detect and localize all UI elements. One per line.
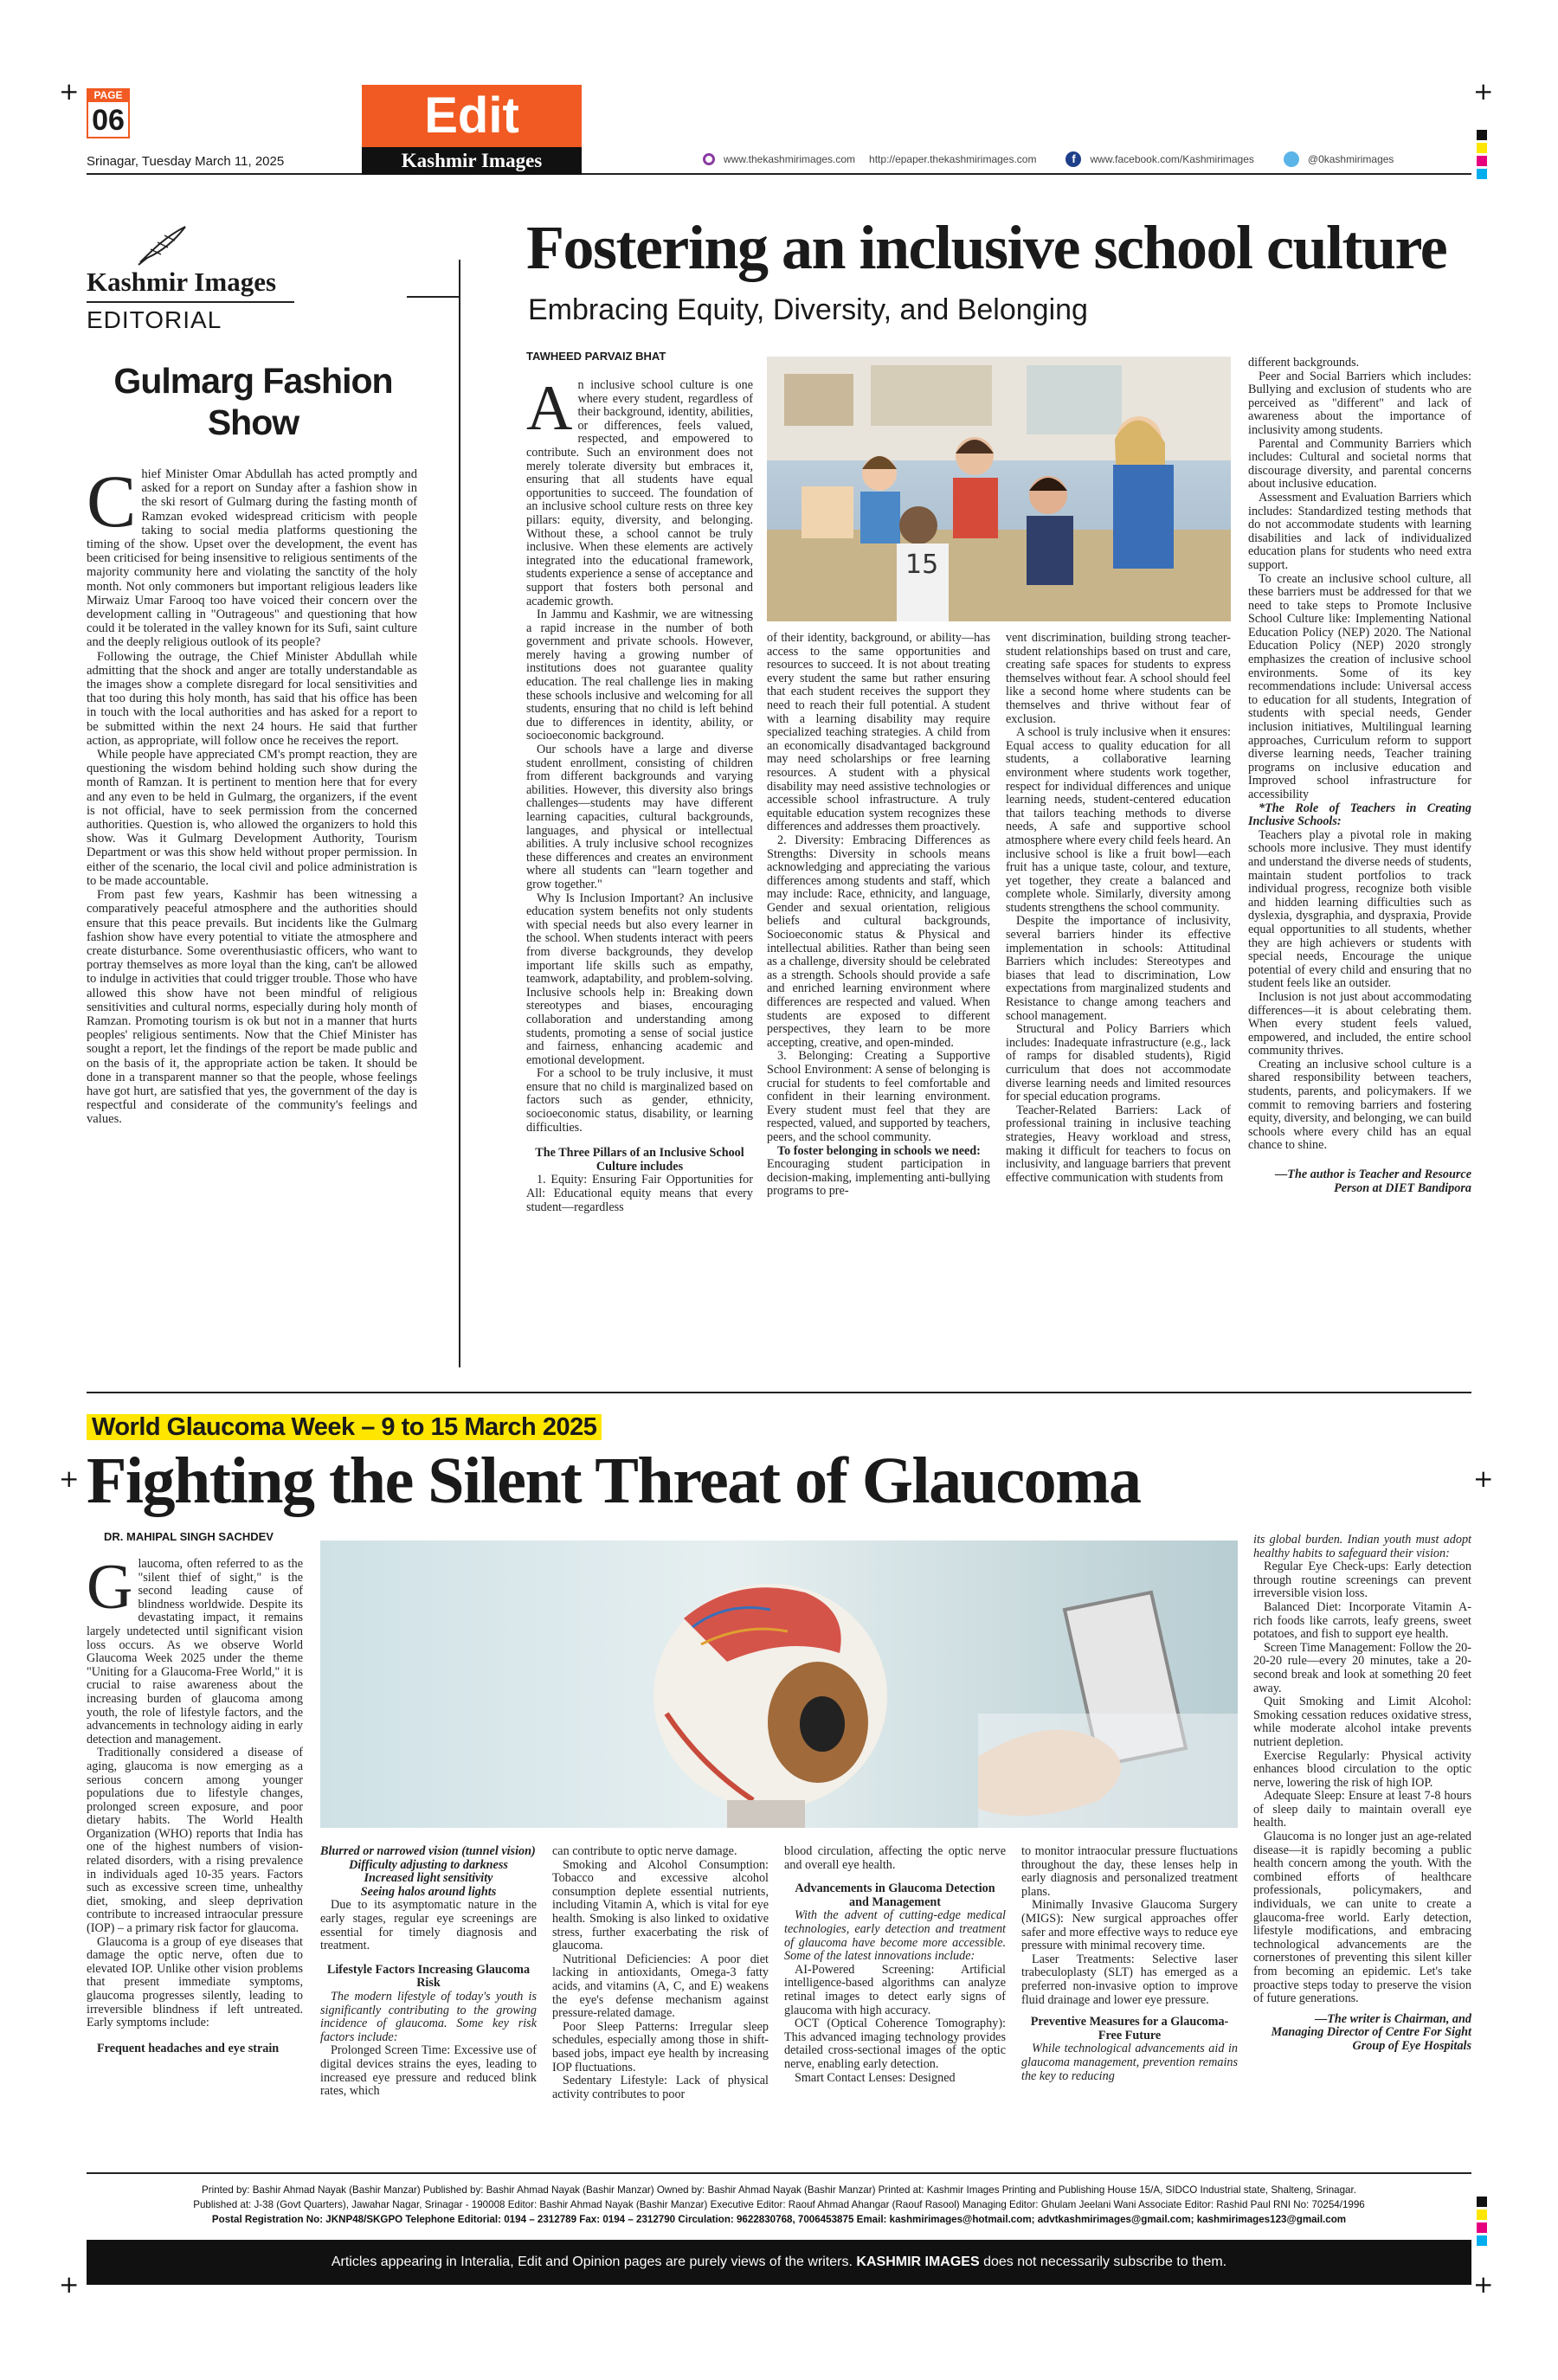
article1-paragraph: Why Is Inclusion Important? An inclusive education system benefits not only students with special needs but also every learner in the school. When students interact with peers from diverse backgrounds, they develop important life skills such as empathy, teamwork, adaptability, and problem-solving. Inclusive schools help in: Breaking down stereotypes and biases, encouraging collaboration and understanding among students, promoting a sense of social justice and fairness, enhancing academic and emotional development. bbox=[526, 891, 753, 1067]
editorial-paragraph: Following the outrage, the Chief Minister Abdullah while admitting that the shock and anger are totally understandable as the images show a complete disregard for local sensitivities and that too during this holy month, has said that his office has been in touch with the local authorities and has asked for a report to be submitted within the next 24 hours. He said that further action, as appropriate, will follow once he receives the report. bbox=[87, 649, 417, 748]
article1-paragraph: of their identity, background, or ability—has access to the same opportunities and resources to succeed. It is not about treating every student the same but rather ensuring that each student receives the support they need to reach their full potential. A student with a learning disability may require specialized teaching strategies. A child from an economically disadvantaged background may need scholarships or free learning resources. A student with a physical disability may need assistive technologies or accessible school infrastructure. A truly equitable education system recognizes these differences and addresses them proactively. bbox=[767, 631, 990, 834]
page-date: Srinagar, Tuesday March 11, 2025 bbox=[87, 154, 285, 169]
website-link[interactable]: www.thekashmirimages.com bbox=[724, 153, 856, 165]
article1-paragraph: Inclusion is not just about accommodating differences—it is about celebrating them. When every student feels valued, empowered, and included, the entire school community thrives. bbox=[1248, 989, 1471, 1058]
editorial-masthead bbox=[87, 223, 467, 334]
article2-paragraph: Smoking and Alcohol Consumption: Tobacco and excessive alcohol consumption deplete essential nutrients, including Vitamin A, which is vital for eye health. Smoking is also linked to oxidative stress, further exacerbating the risk of glaucoma. bbox=[552, 1857, 769, 1953]
article2-byline: DR. MAHIPAL SINGH SACHDEV bbox=[104, 1530, 274, 1543]
facebook-icon: f bbox=[1065, 151, 1081, 167]
imprint-block bbox=[87, 2183, 1471, 2227]
article1-paragraph: To create an inclusive school culture, all these barriers must be addressed for that we need to take steps to Promote Inclusive School Culture like: Implementing National Education Policy (NEP) 2020. The National Education Policy (NEP) 2020 strongly emphasizes the creation of inclusive school environments. Some of its key recommendations include: Universal access to education for all students, Integration of students with special needs, Gender inclusion initiatives, Multilingual learning approaches, Curriculum reform to support diverse learning needs, Teacher training programs on inclusive education and Improved school infrastructure for accessibility bbox=[1248, 571, 1471, 801]
article2-symptom: Blurred or narrowed vision (tunnel vision) bbox=[320, 1844, 536, 1858]
article2-paragraph: AI-Powered Screening: Artificial intelligence-based algorithms can analyze retinal images to detect early signs of glaucoma with high accuracy. bbox=[784, 1962, 1006, 2017]
eye-model-image bbox=[320, 1541, 1238, 1828]
article2-paragraph: Screen Time Management: Follow the 20-20-20 rule—every 20 minutes, take a 20-second break and look at something 20 feet away. bbox=[1253, 1640, 1471, 1695]
article2-paragraph: While technological advancements aid in glaucoma management, prevention remains the key to reducing bbox=[1021, 2042, 1238, 2083]
crop-mark-bottom-left: + bbox=[59, 2270, 80, 2299]
classroom-photo bbox=[767, 357, 1231, 621]
editorial-body bbox=[87, 460, 417, 1127]
article2-paragraph: its global burden. Indian youth must adopt healthy habits to safeguard their vision: bbox=[1253, 1533, 1471, 1560]
header-links bbox=[703, 151, 1394, 167]
imprint-line-2: Published at: J-38 (Govt Quarters), Jawahar Nagar, Srinagar - 190008 Editor: Bashir Ahmad Nayak (Bashir Manzar) Executive Editor: Raouf Ahmad Ahangar (Raouf Rasool) Managing Editor: Ghulam Jeelani Wani Associate Editor: Rashid Paul RNI No: 70254/1996 bbox=[193, 2199, 1365, 2210]
svg-text:15: 15 bbox=[905, 550, 939, 580]
editorial-divider bbox=[459, 260, 460, 1367]
article1-paragraph: Peer and Social Barriers which includes: Bullying and exclusion of students who are perceived as "different" and lack of awareness about the importance of inclusivity among students. bbox=[1248, 369, 1471, 437]
article2-col6 bbox=[1253, 1534, 1471, 2054]
article1-paragraph: Encouraging student participation in decision-making, implementing anti-bullying programs to pre- bbox=[767, 1157, 990, 1199]
article2-col1: Glaucoma, often referred to as the "silent thief of sight," is the second leading cause of blindness worldwide. Despite its devastating impact, it remains largely undetected until significant vision loss occurs. As we observe World Glaucoma Week 2025 under the theme "Uniting for a Glaucoma-Free World," it is crucial to raise awareness about the increasing burden of glaucoma among youth, the role of lifestyle factors, and the advancements in technology aiding in early detection and management. Traditionally considered a disease of aging, glaucoma is now emerging as a serious concern among younger populations due to lifestyle changes, prolonged screen exposure, and poor dietary habits. The World Health Organization (WHO) reports that India has one of the highest numbers of vision-related disorders, with a rising prevalence in individuals aged 10-35 years. Factors such as excessive screen time, unhealthy diet, smoking, and sleep deprivation contribute to increased intraocular pressure (IOP) – a primary risk factor for glaucoma. Glaucoma is a group of eye diseases that damage the optic nerve, often due to elevated IOP. Unlike other vision problems that present immediate symptoms, glaucoma progresses silently, leading to irreversible blindness if left untreated. Early symptoms include: Frequent headaches and eye strain bbox=[87, 1552, 303, 2055]
disclaimer-text: Articles appearing in Interalia, Edit and Opinion pages are purely views of the writers. bbox=[331, 2255, 853, 2269]
article1-paragraph: 2. Diversity: Embracing Differences as Strengths: Diversity in schools means acknowledging and appreciating the various differences among students and staff, which may include: Race, ethnicity, and language, Gender and sexual orientation, religious beliefs and cultural backgrounds, Socioeconomic status & Physical and intellectual abilities. Rather than being seen as a challenge, diversity should be celebrated as a strength. Schools should provide a safe and enriched learning environment where differences are respected and valued. When students are exposed to different perspectives, they learn to be more accepting, creative, and open-minded. bbox=[767, 833, 990, 1050]
disclaimer-brand: KASHMIR IMAGES bbox=[856, 2255, 980, 2269]
editorial-title: Gulmarg Fashion Show bbox=[113, 361, 393, 442]
article1-paragraph: 1. Equity: Ensuring Fair Opportunities for All: Educational equity means that every student—regardless bbox=[526, 1173, 753, 1214]
twitter-link[interactable]: @0kashmirimages bbox=[1307, 153, 1394, 165]
article2-col2 bbox=[320, 1845, 537, 2099]
article2-paragraph: OCT (Optical Coherence Tomography): This advanced imaging technology provides detailed cross-sectional images of the optic nerve, enabling early detection. bbox=[784, 2017, 1006, 2071]
article2-paragraph: Balanced Diet: Incorporate Vitamin A-rich foods like carrots, leafy greens, sweet potatoes, and fish to support eye health. bbox=[1253, 1599, 1471, 1642]
crop-mark-top-right: + bbox=[1473, 77, 1494, 106]
twitter-icon bbox=[1284, 151, 1299, 167]
eye-model-photo bbox=[320, 1541, 1238, 1828]
article1-paragraph: Teachers play a pivotal role in making schools more inclusive. They must identify and understand the diverse needs of students, maintain student portfolios to track individual progress, recognize both visible and hidden learning difficulties such as dyslexia, dysgraphia, and dyspraxia, Provide equal opportunities to all students, whether they are high achievers or students with special needs, Encourage the unique potential of every child and ensuring that no student feels like an outsider. bbox=[1248, 827, 1471, 991]
article2-symptom: Seeing halos around lights bbox=[360, 1884, 497, 1899]
editorial-logo-rule bbox=[87, 301, 294, 303]
article1-paragraph: Despite the importance of inclusivity, several barriers hinder its effective implementation in schools: Attitudinal Barriers which includes: Stereotypes and biases that lead to discrimination, Low expectations from marginalized students and Resistance to change among teachers and school management. bbox=[1006, 914, 1231, 1023]
article1-paragraph: Creating an inclusive school culture is a shared responsibility between teachers, students, parents, and policymakers. If we commit to removing barriers and fostering equity, diversity, and belonging, we can build schools where every child has an equal chance to shine. bbox=[1248, 1057, 1471, 1153]
editorial-divider-tick bbox=[407, 296, 459, 298]
facebook-link[interactable]: www.facebook.com/Kashmirimages bbox=[1090, 153, 1254, 165]
article2-paragraph: Laser Treatments: Selective laser trabeculoplasty (SLT) has emerged as a preferred non-invasive option to improve fluid drainage and lower eye pressure. bbox=[1021, 1952, 1238, 2007]
article2-paragraph: Smart Contact Lenses: Designed bbox=[795, 2070, 956, 2085]
page-label: PAGE bbox=[87, 88, 130, 102]
header-rule bbox=[87, 173, 1471, 175]
imprint-line-3: Postal Registration No: JKNP48/SKGPO Telephone Editorial: 0194 – 2312789 Fax: 0194 – 2312790 Circulation: 9622830768, 7006453875 Email: kashmirimages@hotmail.com; advtkashmirimages@gmail.com; kashmirimages123@gmail.com bbox=[211, 2214, 1347, 2225]
article1-subtitle: Embracing Equity, Diversity, and Belonging bbox=[528, 293, 1088, 326]
article2-paragraph: Nutritional Deficiencies: A poor diet lacking in antioxidants, Omega-3 fatty acids, and vitamins (A, C, and E) weakens the eye's defense mechanism against pressure-related damage. bbox=[552, 1952, 769, 2021]
article2-subheading: Lifestyle Factors Increasing Glaucoma Risk bbox=[326, 1962, 531, 1991]
article2-symptom: Difficulty adjusting to darkness bbox=[349, 1857, 508, 1872]
article2-author-note: —The writer is Chairman, and Managing Director of Centre For Sight Group of Eye Hospitals bbox=[1271, 2011, 1471, 2053]
web-icon bbox=[703, 153, 715, 165]
article1-paragraph: In Jammu and Kashmir, we are witnessing a rapid increase in the number of both government and private schools. However, merely having a growing number of institutions does not guarantee quality education. The real challenge lies in making these schools inclusive and welcoming for all students, ensuring that no child is left behind due to differences in identity, ability, or socioeconomic background. bbox=[526, 608, 753, 743]
editorial-paragraph: Chief Minister Omar Abdullah has acted promptly and asked for a report on Sunday after a fashion show in the ski resort of Gulmarg during the fasting month of Ramzan evoked widespread criticism with people taking to social media platforms questioning the timing of the show. Upset over the development, the event has been criticised for being insensitive to religious sentiments of the majority community here and violating the sanctity of the holy month. Not only commoners but important religious leaders like Mirwaiz Umar Farooq too have voiced their concern over the development calling in "Outrageous" and questioning that how could it be tolerated in the valley known for its Sufi, saint culture and the deeply religious outlook of its people? bbox=[87, 460, 417, 650]
article2-paragraph: Glaucoma is no longer just an age-related disease—it is rapidly becoming a public health concern among the youth. With the combined efforts of healthcare professionals, policymakers, and individuals, we can unite to create a glaucoma-free world. Early detection, lifestyle modifications, and embracing technological advancements are the cornerstones of preventing this silent killer from becoming an epidemic. Let's take proactive steps today to preserve the vision of future generations. bbox=[1253, 1830, 1471, 2006]
color-bar-top bbox=[1477, 130, 1487, 182]
article1-paragraph: Assessment and Evaluation Barriers which includes: Standardized testing methods that do not accommodate students with learning disabilities and lack of individualized education plans for students who need extra support. bbox=[1248, 490, 1471, 572]
article2-paragraph: Regular Eye Check-ups: Early detection through routine screenings can prevent irreversible vision loss. bbox=[1253, 1560, 1471, 1601]
article2-paragraph: can contribute to optic nerve damage. bbox=[552, 1844, 737, 1858]
article1-subheading: The Three Pillars of an Inclusive School Culture includes bbox=[535, 1146, 744, 1174]
article1-dropcap: A bbox=[526, 373, 573, 444]
article1-subheading: To foster belonging in schools we need: bbox=[777, 1143, 981, 1158]
section-subtitle: Kashmir Images bbox=[362, 147, 582, 175]
editorial-paragraph: From past few years, Kashmir has been witnessing a comparatively peaceful atmosphere and the authorities should ensure that this peace prevails. But incidents like the Gulmarg fashion show have every potential to vitiate the atmosphere and create disturbance. Some overenthusiastic officers, who want to portray themselves as more loyal than the king, can't be allowed to indulge in activities that could trigger trouble. Those who have allowed this show have not been mindful of religious sensitivities and cultural norms, especially during holy month of Ramzan. Promoting tourism is ok but not in a manner that hurts peoples' religious sentiments. Now that the Chief Minister has sought a report, let the findings of the report be made public and on the basis of it, the appropriate action be taken. It should be done in a transparent manner so that the people, whose feelings have got hurt, are satisfied that yes, the government of the day is respectful and considerate of the community's feelings and values. bbox=[87, 888, 417, 1127]
article2-paragraph: blood circulation, affecting the optic nerve and overall eye health. bbox=[784, 1844, 1006, 1872]
article2-paragraph: Prolonged Screen Time: Excessive use of digital devices strains the eyes, leading to increased eye pressure and reduced blink rates, which bbox=[320, 2043, 537, 2099]
article1-paragraph: For a school to be truly inclusive, it must ensure that no child is marginalized based on factors such as gender, ethnicity, socioeconomic status, disability, or learning difficulties. bbox=[526, 1066, 753, 1135]
classroom-photo-image bbox=[767, 357, 1231, 621]
article2-paragraph: Traditionally considered a disease of aging, glaucoma is now emerging as a serious concern among younger populations due to lifestyle changes, prolonged screen exposure, and poor dietary habits. The World Health Organization (WHO) reports that India has one of the highest numbers of vision-related disorders, with a rising prevalence in individuals aged 10-35 years. Factors such as excessive screen time, unhealthy diet, smoking, and sleep deprivation contribute to increased intraocular pressure (IOP) – a primary risk factor for glaucoma. bbox=[87, 1746, 303, 1936]
article1-title: Fostering an inclusive school culture bbox=[526, 213, 1447, 282]
article1-col1: An inclusive school culture is one where every student, regardless of their background, identity, abilities, or differences, feels valued, respected, and empowered to contribute. Such an environment does not merely tolerate diversity but embraces it, ensuring that all students have equal opportunities to succeed. The foundation of an inclusive school culture rests on three key pillars: equity, diversity, and belonging. Without these, a school cannot be truly inclusive. When these elements are actively integrated into the educational framework, students experience a sense of acceptance and support that fosters both personal and academic growth. In Jammu and Kashmir, we are witnessing a rapid increase in the number of both government and private schools. However, merely having a growing number of institutions does not guarantee quality education. The real challenge lies in making these schools inclusive and welcoming for all students, ensuring that no child is left behind due to differences in identity, ability, or socioeconomic background. Our schools have a large and diverse student enrollment, consisting of children from different backgrounds and varying abilities. However, this diversity also brings challenges—students may have different learning capacities, cultural backgrounds, languages, and physical or intellectual abilities. A truly inclusive school recognizes these differences and creates an environment where all students can "learn together and grow together." Why Is Inclusion Important? An inclusive education system benefits not only students with special needs but also every learner in the school. When students interact with peers from diverse backgrounds, they develop important life skills such as empathy, teamwork, adaptability, and problem-solving. Inclusive schools help in: Breaking down stereotypes and biases, encouraging collaboration and understanding among students, promoting a sense of social justice and fairness, enhancing academic and emotional development. For a school to be truly inclusive, it must ensure that no child is marginalized based on factors such as gender, ethnicity, socioeconomic status, disability, or learning difficulties. The Three Pillars of an Inclusive School Culture includes 1. Equity: Ensuring Fair Opportunities for All: Educational equity means that every student—regardless bbox=[526, 373, 753, 1214]
imprint-line-1: Printed by: Bashir Ahmad Nayak (Bashir Manzar) Published by: Bashir Ahmad Nayak (Bashir Manzar) Owned by: Bashir Ahmad Nayak (Bashir Manzar) Printed at: Kashmir Images Printing and Publishing House 15/A, SIDCO Industrial state, Shalteng, Srinagar. bbox=[202, 2184, 1356, 2196]
article2-subheading: Preventive Measures for a Glaucoma-Free Future bbox=[1030, 2015, 1229, 2042]
footer-rule bbox=[87, 2172, 1471, 2174]
article1-paragraph: Our schools have a large and diverse student enrollment, consisting of children from different backgrounds and varying abilities. However, this diversity also brings challenges—students may have different learning capacities, cultural backgrounds, languages, and physical or intellectual abilities. A truly inclusive school recognizes these differences and creates an environment where all students can "learn together and grow together." bbox=[526, 743, 753, 891]
epaper-link[interactable]: http://epaper.thekashmirimages.com bbox=[869, 153, 1037, 165]
article2-paragraph: to monitor intraocular pressure fluctuations throughout the day, these lenses help in early diagnosis and personalized treatment plans. bbox=[1021, 1844, 1238, 1899]
article2-dropcap: G bbox=[87, 1552, 133, 1623]
article1-paragraph: A school is truly inclusive when it ensures: Equal access to quality education for all students, a collaborative learning environment where students work together, respect for individual differences and unique learning needs, student-centered education that tailors teaching methods to diverse needs, A safe and supportive school atmosphere where every child feels heard. An inclusive school is like a fruit bowl—each fruit has a unique taste, colour, and texture, yet together, they create a balanced and complete whole. Similarly, diversity among students strengthens the school community. bbox=[1006, 725, 1231, 915]
article1-author-note: —The author is Teacher and Resource Person at DIET Bandipora bbox=[1275, 1167, 1471, 1195]
article1-paragraph: 3. Belonging: Creating a Supportive School Environment: A sense of belonging is crucial for students to feel comfortable and confident in their learning environment. Every student must feel that they are respected, valued, and supported by teachers, peers, and the school community. bbox=[767, 1049, 990, 1144]
article2-paragraph: Glaucoma is a group of eye diseases that damage the optic nerve, often due to elevated IOP. Unlike other vision problems that present immediate symptoms, glaucoma progresses silently, leading to irreversible blindness if left untreated. Early symptoms include: bbox=[87, 1934, 303, 2030]
crop-mark-bottom-right: + bbox=[1473, 2270, 1494, 2299]
editorial-paragraph: While people have appreciated CM's prompt reaction, they are questioning the wisdom behind holding such show during the month of Ramzan. It is pertinent to mention here that for every and any even to be held in Gulmarg, the organizers, if the event is not official, have to seek permission from the concerned authorities. Question is, who allowed the organizers to hold this show. Was it Gulmarg Development Authority, Tourism Department or was this show held without proper permission. In either of the scenario, the local civil and police administration is to be made accountable. bbox=[87, 748, 417, 888]
article2-paragraph: Minimally Invasive Glaucoma Surgery (MIGS): New surgical approaches offer safer and more effective ways to reduce eye pressure with minimal recovery time. bbox=[1021, 1898, 1238, 1953]
article2-paragraph: Exercise Regularly: Physical activity enhances blood circulation to the optic nerve, lowering the risk of high IOP. bbox=[1253, 1748, 1471, 1790]
article2-col4 bbox=[784, 1845, 1006, 2085]
article1-col4 bbox=[1248, 357, 1471, 1195]
crop-mark-mid-right: + bbox=[1473, 1464, 1494, 1493]
page-number: 06 bbox=[87, 102, 130, 138]
article2-title: Fighting the Silent Threat of Glaucoma bbox=[87, 1444, 1141, 1517]
article2-kicker: World Glaucoma Week – 9 to 15 March 2025 bbox=[87, 1414, 602, 1440]
article2-paragraph: Adequate Sleep: Ensure at least 7-8 hours of sleep daily to maintain overall eye health. bbox=[1253, 1789, 1471, 1830]
article1-paragraph: Parental and Community Barriers which includes: Cultural and societal norms that discourage diversity, and parental concerns about inclusive education. bbox=[1248, 436, 1471, 492]
article1-col3 bbox=[1006, 632, 1231, 1185]
article1-subheading: *The Role of Teachers in Creating Inclusive Schools: bbox=[1248, 801, 1471, 829]
article2-col5 bbox=[1021, 1845, 1238, 2083]
article2-symptom: Increased light sensitivity bbox=[364, 1871, 493, 1886]
disclaimer-tail: does not necessarily subscribe to them. bbox=[983, 2255, 1227, 2269]
section-separator bbox=[87, 1392, 1471, 1393]
section-banner bbox=[362, 85, 582, 183]
crop-mark-mid-left: + bbox=[59, 1464, 80, 1493]
quill-logo-icon bbox=[132, 223, 192, 267]
article2-paragraph: The modern lifestyle of today's youth is significantly contributing to the growing incidence of glaucoma. Some key risk factors include: bbox=[320, 1989, 537, 2044]
article1-paragraph: different backgrounds. bbox=[1248, 356, 1360, 370]
crop-mark-top-left: + bbox=[59, 77, 80, 106]
article2-paragraph: Due to its asymptomatic nature in the early stages, regular eye screenings are essential for timely diagnosis and treatment. bbox=[320, 1898, 537, 1953]
article1-col2 bbox=[767, 632, 990, 1199]
section-title: Edit bbox=[362, 85, 582, 147]
disclaimer-bar bbox=[87, 2240, 1471, 2285]
article1-paragraph: Teacher-Related Barriers: Lack of professional training in inclusive teaching strategies, Heavy workload and stress, making it difficult for teachers to focus on inclusivity, and language barriers that prevent effective communication with students from bbox=[1006, 1103, 1231, 1185]
article2-paragraph: Poor Sleep Patterns: Irregular sleep schedules, especially among those in shift-based jobs, impact eye health by increasing IOP fluctuations. bbox=[552, 2019, 769, 2074]
article2-paragraph: Quit Smoking and Limit Alcohol: Smoking cessation reduces oxidative stress, while moderate alcohol intake prevents nutrient depletion. bbox=[1253, 1695, 1471, 1749]
article1-paragraph: vent discrimination, building strong teacher-student relationships based on trust and care, creating safe spaces for students to express themselves without fear. A school should feel like a second home where students can be themselves and thrive without fear of exclusion. bbox=[1006, 631, 1231, 726]
article2-paragraph: With the advent of cutting-edge medical technologies, early detection and treatment of glaucoma have become more accessible. Some of the latest innovations include: bbox=[784, 1908, 1006, 1964]
color-bar-bottom bbox=[1477, 2197, 1487, 2248]
article1-byline: TAWHEED PARVAIZ BHAT bbox=[526, 350, 666, 363]
article1-paragraph: Structural and Policy Barriers which includes: Inadequate infrastructure (e.g., lack of ramps for disabled students), Rigid curriculum that does not accommodate diverse learning needs and limited resources for special education programs. bbox=[1006, 1022, 1231, 1104]
article2-paragraph: Frequent headaches and eye strain bbox=[97, 2041, 280, 2055]
editorial-label: EDITORIAL bbox=[87, 306, 222, 333]
article2-paragraph: Sedentary Lifestyle: Lack of physical activity contributes to poor bbox=[552, 2074, 769, 2101]
editorial-logo-text: Kashmir Images bbox=[87, 267, 277, 297]
article2-subheading: Advancements in Glaucoma Detection and Management bbox=[795, 1881, 995, 1909]
article2-col3 bbox=[552, 1845, 769, 2101]
editorial-dropcap: C bbox=[87, 460, 137, 543]
